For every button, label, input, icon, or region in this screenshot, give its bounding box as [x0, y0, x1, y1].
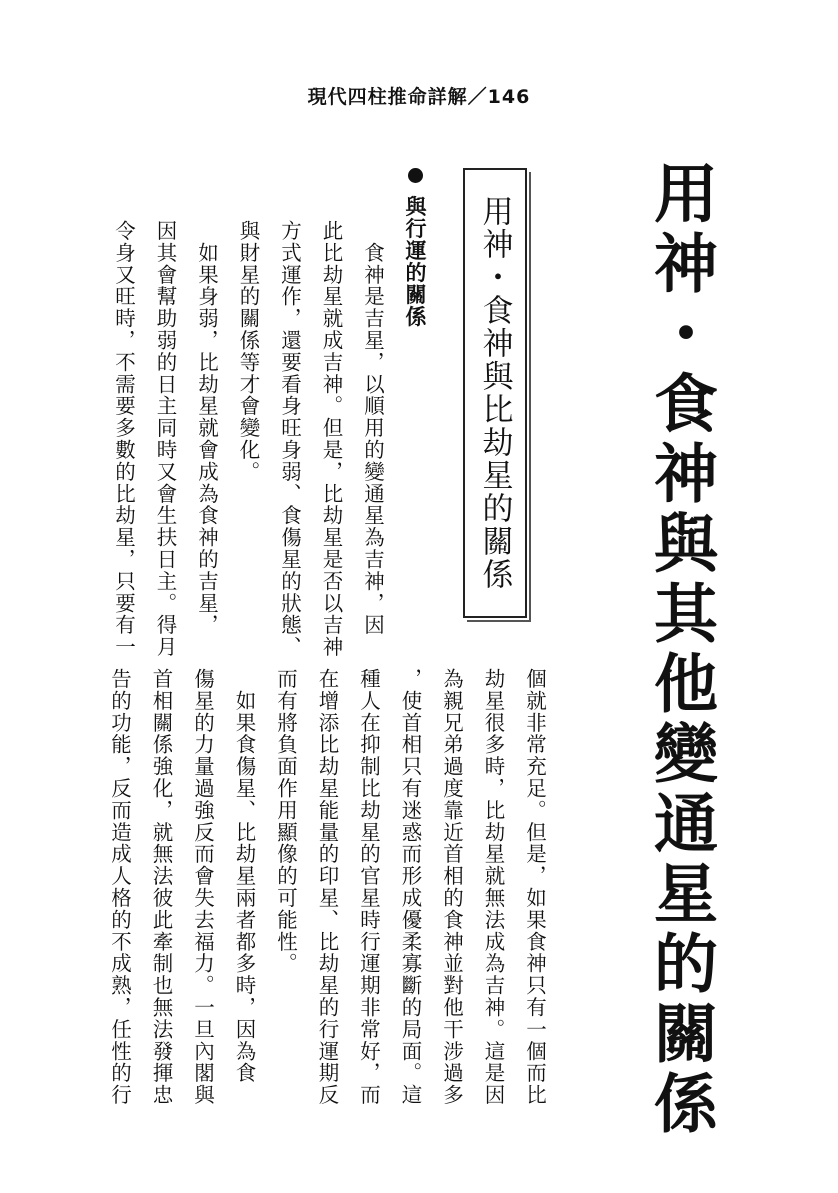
- text-column: 方式運作，還要看身旺身弱、食傷星的狀態、: [277, 220, 302, 658]
- text-column: 傷星的力量過強反而會失去福力。一旦內閣與: [190, 668, 215, 1106]
- text-column: 與財星的關係等才會變化。: [236, 220, 260, 483]
- text-column: 食神是吉星，以順用的變通星為吉神，因: [360, 220, 385, 637]
- text-column: 劫星很多時，比劫星就無法成為吉神。這是因: [481, 668, 505, 1106]
- text-column: 首相關係強化，就無法彼此牽制也無法發揮忠: [149, 668, 173, 1106]
- section-subheading: [400, 168, 430, 327]
- text-column: 此比劫星就成吉神。但是，比劫星是否以吉神: [319, 220, 343, 658]
- chapter-title: 用神・食神與其他變通星的關係: [643, 160, 717, 1140]
- text-column: 如果身弱，比劫星就會成為食神的吉星，: [194, 220, 219, 637]
- text-column: 因其會幫助弱的日主同時又會生扶日主。得月: [153, 220, 177, 658]
- text-column: 在增添比劫星能量的印星、比劫星的行運期反: [315, 668, 339, 1106]
- text-column: 如果食傷星、比劫星兩者都多時，因為食: [232, 668, 256, 1085]
- section-title-box: [463, 168, 527, 618]
- bullet-icon: [408, 168, 423, 183]
- text-column: 個就非常充足。但是，如果食神只有一個而比: [522, 668, 547, 1106]
- text-column: 而有將負面作用顯像的可能性。: [273, 668, 298, 975]
- lower-body-text: [98, 668, 555, 1118]
- text-column: 種人在抑制比劫星的官星時行運期非常好，而: [356, 668, 381, 1106]
- subheading-text: 與行運的關係: [403, 195, 427, 328]
- text-column: 令身又旺時，不需要多數的比劫星，只要有一: [111, 220, 136, 658]
- text-column: 為親兄弟過度靠近首相的食神並對他干涉過多: [439, 668, 464, 1106]
- text-column: ，使首相只有迷惑而形成優柔寡斷的局面。這: [398, 668, 422, 1106]
- running-header: 現代四柱推命詳解／146: [307, 86, 531, 108]
- text-column: 告的功能，反而造成人格的不成熟，任性的行: [107, 668, 132, 1106]
- upper-body-text: [102, 220, 393, 660]
- section-title: 用神・食神與比劫星的關係: [476, 195, 513, 591]
